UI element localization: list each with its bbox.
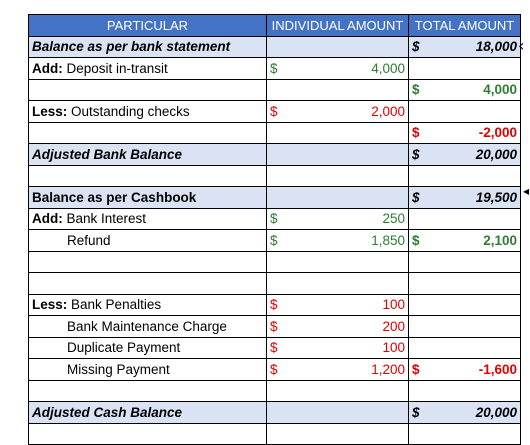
table-row bbox=[29, 165, 521, 187]
header-particular: PARTICULAR bbox=[29, 15, 267, 37]
total-amount-cell bbox=[429, 122, 521, 144]
total-amount-cell bbox=[429, 380, 521, 402]
table-row bbox=[29, 187, 521, 209]
table-row bbox=[29, 230, 521, 252]
table-row bbox=[29, 423, 521, 445]
total-currency-cell bbox=[409, 187, 429, 209]
currency-symbol: $ bbox=[412, 146, 420, 162]
particular-cell bbox=[29, 423, 267, 445]
individual-currency-cell bbox=[267, 187, 287, 209]
particular-cell bbox=[29, 294, 267, 316]
individual-amount: 100 bbox=[382, 340, 406, 356]
total-amount-cell bbox=[429, 230, 521, 252]
individual-currency-cell bbox=[267, 380, 287, 402]
row-prefix: Less: bbox=[32, 297, 68, 313]
total-currency-cell bbox=[409, 208, 429, 230]
row-label: Deposit in-transit bbox=[62, 60, 168, 76]
particular-cell bbox=[29, 402, 267, 424]
total-currency-cell bbox=[409, 165, 429, 187]
total-currency-cell bbox=[409, 36, 429, 58]
currency-symbol: $ bbox=[412, 189, 420, 205]
row-prefix: Add: bbox=[32, 211, 63, 227]
total-amount-cell bbox=[429, 208, 521, 230]
individual-currency-cell bbox=[267, 144, 287, 166]
table-row bbox=[29, 380, 521, 402]
total-currency-cell bbox=[409, 144, 429, 166]
currency-symbol: $ bbox=[270, 103, 278, 119]
individual-amount-cell bbox=[287, 423, 409, 445]
total-currency-cell bbox=[409, 79, 429, 101]
currency-symbol: $ bbox=[270, 232, 278, 248]
individual-amount: 200 bbox=[382, 318, 406, 334]
particular-cell bbox=[29, 36, 267, 58]
individual-amount-cell bbox=[287, 359, 409, 381]
total-amount-cell bbox=[429, 273, 521, 295]
table-row bbox=[29, 79, 521, 101]
individual-currency-cell bbox=[267, 208, 287, 230]
table-row bbox=[29, 316, 521, 338]
total-amount: 2,100 bbox=[483, 232, 518, 248]
currency-symbol: $ bbox=[412, 125, 420, 141]
total-currency-cell bbox=[409, 380, 429, 402]
arrow-left-icon: ◂ bbox=[523, 184, 530, 198]
individual-amount-cell bbox=[287, 187, 409, 209]
currency-symbol: $ bbox=[270, 60, 278, 76]
total-amount: -2,000 bbox=[478, 125, 518, 141]
particular-cell bbox=[29, 273, 267, 295]
total-currency-cell bbox=[409, 337, 429, 359]
currency-symbol: $ bbox=[412, 39, 420, 55]
row-label: Balance as per bank statement bbox=[32, 39, 231, 55]
individual-amount-cell bbox=[287, 230, 409, 252]
individual-currency-cell bbox=[267, 58, 287, 80]
individual-amount: 2,000 bbox=[371, 103, 406, 119]
individual-currency-cell bbox=[267, 337, 287, 359]
row-label: Duplicate Payment bbox=[67, 340, 181, 356]
individual-amount-cell bbox=[287, 402, 409, 424]
total-amount-cell bbox=[429, 294, 521, 316]
currency-symbol: $ bbox=[270, 211, 278, 227]
total-amount-cell bbox=[429, 359, 521, 381]
total-amount-cell bbox=[429, 101, 521, 123]
individual-amount-cell bbox=[287, 316, 409, 338]
particular-cell bbox=[29, 165, 267, 187]
table-row bbox=[29, 402, 521, 424]
currency-symbol: $ bbox=[412, 82, 420, 98]
individual-amount-cell bbox=[287, 380, 409, 402]
individual-currency-cell bbox=[267, 230, 287, 252]
row-label: Bank Penalties bbox=[67, 297, 162, 313]
particular-cell bbox=[29, 337, 267, 359]
currency-symbol: $ bbox=[412, 232, 420, 248]
total-amount-cell bbox=[429, 58, 521, 80]
total-amount: 4,000 bbox=[483, 82, 518, 98]
row-label: Outstanding checks bbox=[67, 103, 190, 119]
total-currency-cell bbox=[409, 316, 429, 338]
individual-currency-cell bbox=[267, 165, 287, 187]
individual-currency-cell bbox=[267, 251, 287, 273]
table-row bbox=[29, 251, 521, 273]
individual-currency-cell bbox=[267, 122, 287, 144]
individual-currency-cell bbox=[267, 359, 287, 381]
total-amount-cell bbox=[429, 423, 521, 445]
particular-cell bbox=[29, 122, 267, 144]
row-label: Refund bbox=[67, 232, 111, 248]
table-row bbox=[29, 294, 521, 316]
total-currency-cell bbox=[409, 58, 429, 80]
currency-symbol: $ bbox=[270, 361, 278, 377]
total-amount-cell bbox=[429, 79, 521, 101]
individual-currency-cell bbox=[267, 316, 287, 338]
total-amount-cell bbox=[429, 402, 521, 424]
total-currency-cell bbox=[409, 230, 429, 252]
total-amount: 18,000 bbox=[475, 39, 518, 55]
table-row bbox=[29, 58, 521, 80]
total-currency-cell bbox=[409, 423, 429, 445]
total-currency-cell bbox=[409, 359, 429, 381]
particular-cell bbox=[29, 359, 267, 381]
total-currency-cell bbox=[409, 294, 429, 316]
individual-amount: 250 bbox=[382, 211, 406, 227]
row-label: Missing Payment bbox=[67, 361, 170, 377]
individual-currency-cell bbox=[267, 294, 287, 316]
reconciliation-table bbox=[28, 14, 521, 445]
individual-amount-cell bbox=[287, 101, 409, 123]
total-amount: 20,000 bbox=[475, 404, 518, 420]
table-row bbox=[29, 36, 521, 58]
individual-amount-cell bbox=[287, 144, 409, 166]
header-row bbox=[29, 15, 521, 37]
total-amount-cell bbox=[429, 165, 521, 187]
total-amount-cell bbox=[429, 337, 521, 359]
row-label: Adjusted Cash Balance bbox=[32, 404, 183, 420]
total-amount-cell bbox=[429, 251, 521, 273]
individual-amount: 1,850 bbox=[371, 232, 406, 248]
table-row bbox=[29, 337, 521, 359]
individual-amount: 100 bbox=[382, 297, 406, 313]
individual-amount-cell bbox=[287, 251, 409, 273]
row-label: Balance as per Cashbook bbox=[32, 189, 197, 205]
particular-cell bbox=[29, 101, 267, 123]
individual-amount-cell bbox=[287, 58, 409, 80]
particular-cell bbox=[29, 380, 267, 402]
total-amount-cell bbox=[429, 316, 521, 338]
currency-symbol: $ bbox=[412, 361, 420, 377]
row-label: Bank Interest bbox=[62, 211, 147, 227]
row-prefix: Add: bbox=[32, 60, 63, 76]
total-amount: -1,600 bbox=[478, 361, 518, 377]
total-currency-cell bbox=[409, 273, 429, 295]
particular-cell bbox=[29, 230, 267, 252]
total-currency-cell bbox=[409, 251, 429, 273]
currency-symbol: $ bbox=[270, 340, 278, 356]
individual-amount-cell bbox=[287, 36, 409, 58]
particular-cell bbox=[29, 316, 267, 338]
particular-cell bbox=[29, 187, 267, 209]
currency-symbol: $ bbox=[270, 297, 278, 313]
currency-symbol: $ bbox=[270, 318, 278, 334]
currency-symbol: $ bbox=[412, 404, 420, 420]
individual-currency-cell bbox=[267, 36, 287, 58]
particular-cell bbox=[29, 144, 267, 166]
table-row bbox=[29, 208, 521, 230]
table-row bbox=[29, 359, 521, 381]
total-amount-cell bbox=[429, 36, 521, 58]
individual-amount-cell bbox=[287, 294, 409, 316]
particular-cell bbox=[29, 79, 267, 101]
total-currency-cell bbox=[409, 402, 429, 424]
individual-currency-cell bbox=[267, 402, 287, 424]
total-amount-cell bbox=[429, 144, 521, 166]
row-label: Bank Maintenance Charge bbox=[67, 318, 227, 334]
header-total-amount: TOTAL AMOUNT bbox=[409, 15, 521, 37]
table-row bbox=[29, 101, 521, 123]
individual-currency-cell bbox=[267, 423, 287, 445]
individual-amount-cell bbox=[287, 337, 409, 359]
header-individual-amount: INDIVIDUAL AMOUNT bbox=[267, 15, 409, 37]
particular-cell bbox=[29, 208, 267, 230]
individual-currency-cell bbox=[267, 273, 287, 295]
particular-cell bbox=[29, 251, 267, 273]
total-amount: 20,000 bbox=[475, 146, 518, 162]
table-row bbox=[29, 273, 521, 295]
individual-amount: 4,000 bbox=[371, 60, 406, 76]
total-currency-cell bbox=[409, 101, 429, 123]
individual-amount-cell bbox=[287, 122, 409, 144]
individual-currency-cell bbox=[267, 101, 287, 123]
table-row bbox=[29, 122, 521, 144]
individual-amount-cell bbox=[287, 273, 409, 295]
individual-currency-cell bbox=[267, 79, 287, 101]
individual-amount: 1,200 bbox=[371, 361, 406, 377]
row-label: Adjusted Bank Balance bbox=[32, 146, 183, 162]
individual-amount-cell bbox=[287, 208, 409, 230]
total-currency-cell bbox=[409, 122, 429, 144]
total-amount: 19,500 bbox=[475, 189, 518, 205]
particular-cell bbox=[29, 58, 267, 80]
table-row bbox=[29, 144, 521, 166]
individual-amount-cell bbox=[287, 79, 409, 101]
arrow-left-icon: ‹ bbox=[518, 36, 525, 55]
row-prefix: Less: bbox=[32, 103, 68, 119]
individual-amount-cell bbox=[287, 165, 409, 187]
total-amount-cell bbox=[429, 187, 521, 209]
